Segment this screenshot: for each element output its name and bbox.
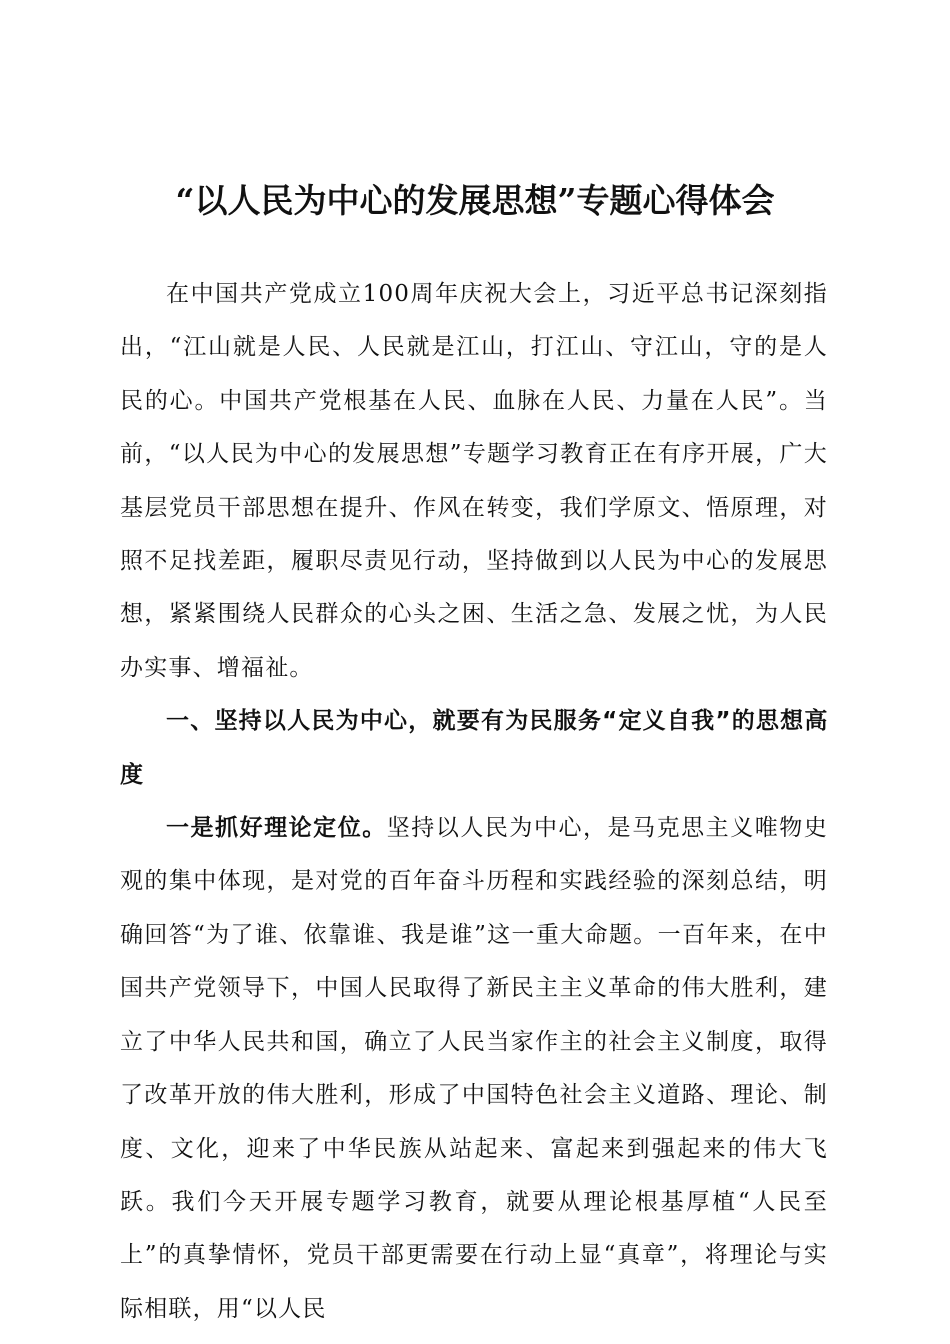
paragraph-lead: 一是抓好理论定位。 [166, 815, 387, 842]
intro-paragraph: 在中国共产党成立100周年庆祝大会上，习近平总书记深刻指出，“江山就是人民、人民就是江山，打江山、守江山，守的是人民的心。中国共产党根基在人民、血脉在人民、力量在人民”。当前，“以人民为中心的发展思想”专题学习教育正在有序开展，广大基层党员干部思想在提升、作风在转变，我们学原文、悟原理，对照不足找差距，履职尽责见行动，坚持做到以人民为中心的发展思想，紧紧围绕人民群众的心头之困、生活之急、发展之忧，为人民办实事、增福祉。 [120, 281, 828, 681]
section-1-paragraph-1 [120, 802, 828, 1336]
paragraph-text: 坚持以人民为中心，是马克思主义唯物史观的集中体现，是对党的百年奋斗历程和实践经验的深刻总结，明确回答“为了谁、依靠谁、我是谁”这一重大命题。一百年来，在中国共产党领导下，中国人民取得了新民主主义革命的伟大胜利，建立了中华人民共和国，确立了人民当家作主的社会主义制度，取得了改革开放的伟大胜利，形成了中国特色社会主义道路、理论、制度、文化，迎来了中华民族从站起来、富起来到强起来的伟大飞跃。我们今天开展专题学习教育，就要从理论根基厚植“人民至上”的真挚情怀，党员干部更需要在行动上显“真章”，将理论与实际相联，用“以人民 [120, 815, 828, 1322]
document-body [120, 268, 828, 1336]
document-title: “以人民为中心的发展思想”专题心得体会 [175, 181, 775, 220]
section-heading-1: 一、坚持以人民为中心，就要有为民服务“定义自我”的思想高度 [120, 708, 828, 788]
